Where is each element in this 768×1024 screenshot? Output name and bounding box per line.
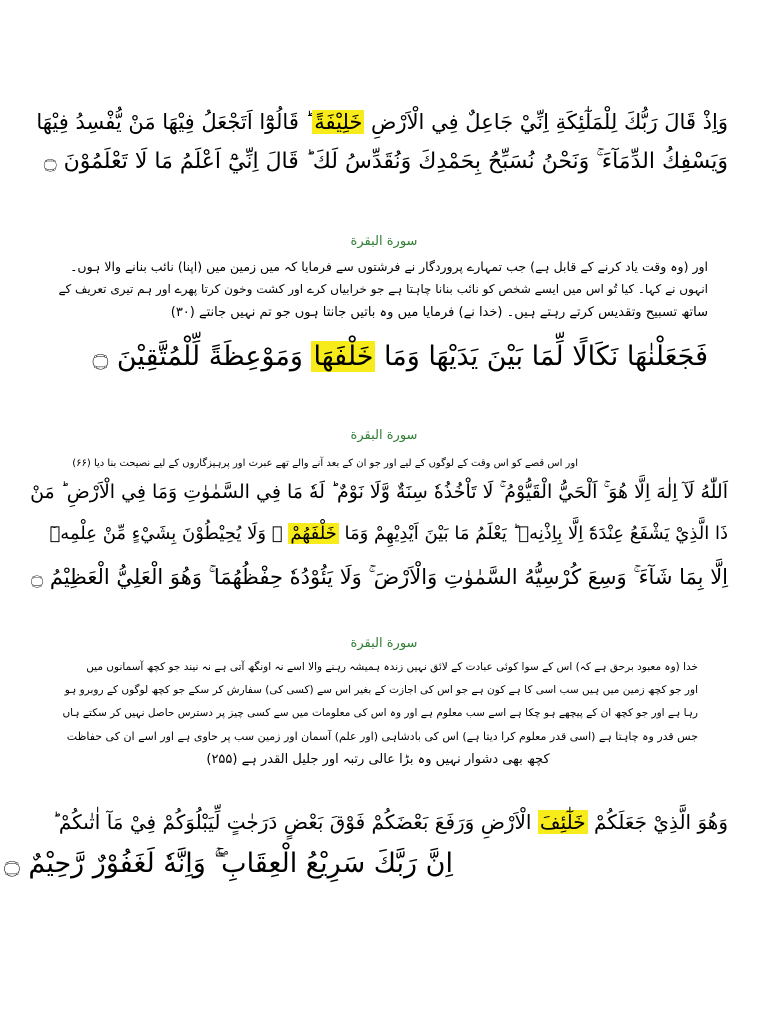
- arabic-verse-line: [52, 800, 728, 844]
- arabic-verse-line: [36, 100, 728, 144]
- urdu-translation: [58, 656, 698, 771]
- translation-line: اور جو کچھ زمین میں ہیں سب اسی کا ہے کون ہے جو اس کی اجازت کے بغیر اس سے (کسی کی) سفارش کر سکے جو کچھ لوگوں کے روبرو ہو: [64, 684, 698, 696]
- translation-line: کچھ بھی دشوار نہیں وہ بڑا عالی رتبہ اور جلیل القدر ہے (۲۵۵): [206, 752, 550, 767]
- translation-line: انہوں نے کہا۔ کیا تُو اس میں ایسے شخص کو نائب بنانا چاہتا ہے جو خرابیاں کرے اور کشت وخون کرتا پھرے اور ہم تیری تعریف کے: [58, 282, 708, 296]
- highlighted-word: خَلٰٓئِفَ: [539, 810, 586, 834]
- arabic-text: اِنَّ رَبَّكَ سَرِيْعُ الْعِقَابِ ۖۚ وَاِنَّهٗ لَغَفُوْرٌ رَّحِيْمٌ ۝: [3, 848, 453, 879]
- arabic-text: اَللّٰهُ لَآ اِلٰهَ اِلَّا هُوَ ۚ اَلْحَيُّ الْقَيُّوْمُ ۚ لَا تَاْخُذُهٗ سِنَةٌ وَّلَا نَوْمٌ ؕ لَهٗ مَا فِي السَّمٰوٰتِ وَمَا فِي الْاَرْضِ ؕ مَنْ: [30, 481, 728, 503]
- arabic-verse-line: [4, 842, 453, 886]
- arabic-text: وَمَوْعِظَةً لِّلْمُتَّقِيْنَ ۝: [92, 341, 312, 372]
- arabic-text: وَاِذْ قَالَ رَبُّكَ لِلْمَلٰٓئِكَةِ اِنِّيْ جَاعِلٌ فِي الْاَرْضِ: [364, 110, 728, 134]
- urdu-translation: [58, 255, 708, 324]
- arabic-text: ذَا الَّذِيْ يَشْفَعُ عِنْدَهٗٓ اِلَّا بِاِذْنِهٖ ؕ يَعْلَمُ مَا بَيْنَ اَيْدِيْهِمْ وَمَا: [338, 523, 728, 544]
- surah-heading: سورة البقرة: [350, 636, 418, 651]
- surah-heading: سورة البقرة: [350, 234, 418, 249]
- translation-line: اور اس قصے کو اس وقت کے لوگوں کے لیے اور جو ان کے بعد آنے والے تھے عبرت اور پرہیزگاروں کے لیے نصیحت بنا دیا (۶۶): [72, 458, 578, 469]
- arabic-text: اِلَّا بِمَا شَآءَ ۚ وَسِعَ كُرْسِيُّهُ السَّمٰوٰتِ وَالْاَرْضَ ۚ وَلَا يَئُوْدُهٗ حِفْظُهُمَا ۚ وَهُوَ الْعَلِيُّ الْعَظِيْمُ ۝: [30, 565, 728, 589]
- translation-line: اور (وہ وقت یاد کرنے کے قابل ہے) جب تمہارے پروردگار نے فرشتوں سے فرمایا کہ میں زمین میں (اپنا) نائب بنانے والا ہوں۔: [70, 259, 708, 274]
- arabic-text: ۚ وَلَا يُحِيْطُوْنَ بِشَيْءٍ مِّنْ عِلْمِهٖٓ: [49, 523, 289, 544]
- arabic-verse-line: [31, 555, 728, 599]
- arabic-text: الْاَرْضِ وَرَفَعَ بَعْضَكُمْ فَوْقَ بَعْضٍ دَرَجٰتٍ لِّيَبْلُوَكُمْ فِيْ مَآ اٰتٰىكُمْ ؕ: [52, 810, 538, 834]
- translation-line: ساتھ تسبیح وتقدیس کرتے رہتے ہیں۔ (خدا نے) فرمایا میں وہ باتیں جانتا ہوں جو تم نہیں جانتے (۳۰): [170, 305, 708, 320]
- arabic-verse-line: [30, 470, 728, 514]
- highlighted-word: خَلِيْفَةً: [314, 110, 363, 134]
- arabic-text: وَهُوَ الَّذِيْ جَعَلَكُمْ: [587, 810, 728, 834]
- arabic-text: ؕ قَالُوْٓا اَتَجْعَلُ فِيْهَا مَنْ يُّفْسِدُ فِيْهَا: [36, 110, 313, 134]
- arabic-verse-line: [92, 335, 708, 379]
- arabic-text: فَجَعَلْنٰهَا نَكَالًا لِّمَا بَيْنَ يَدَيْهَا وَمَا: [375, 341, 708, 372]
- highlighted-word: خَلْفَهُمْ: [290, 523, 337, 544]
- highlighted-word: خَلْفَهَا: [313, 341, 374, 372]
- arabic-verse-line: [49, 512, 728, 556]
- arabic-verse-line: [44, 140, 728, 184]
- surah-heading: سورة البقرة: [350, 428, 418, 443]
- translation-line: خدا (وہ معبود برحق ہے کہ) اس کے سوا کوئی عبادت کے لائق نہیں زندہ ہمیشہ رہنے والا اسے نہ اونگھ آتی ہے نہ نیند جو کچھ آسمانوں میں: [86, 661, 698, 673]
- translation-line: جس قدر وہ چاہتا ہے (اسی قدر معلوم کرا دیتا ہے) اس کی بادشاہی (اور علم) آسمان اور زمین سب پر حاوی ہے اور اسے ان کی حفاظت: [66, 730, 698, 743]
- translation-line: رہا ہے اور جو کچھ ان کے پیچھے ہو چکا ہے اسے سب معلوم ہے اور وہ اس کی معلومات میں سے کسی چیز پر دسترس حاصل نہیں کر سکتے ہاں: [62, 707, 698, 719]
- arabic-text: وَيَسْفِكُ الدِّمَآءَ ۚ وَنَحْنُ نُسَبِّحُ بِحَمْدِكَ وَنُقَدِّسُ لَكَ ؕ قَالَ اِنِّيْٓ اَعْلَمُ مَا لَا تَعْلَمُوْنَ ۝: [43, 149, 728, 174]
